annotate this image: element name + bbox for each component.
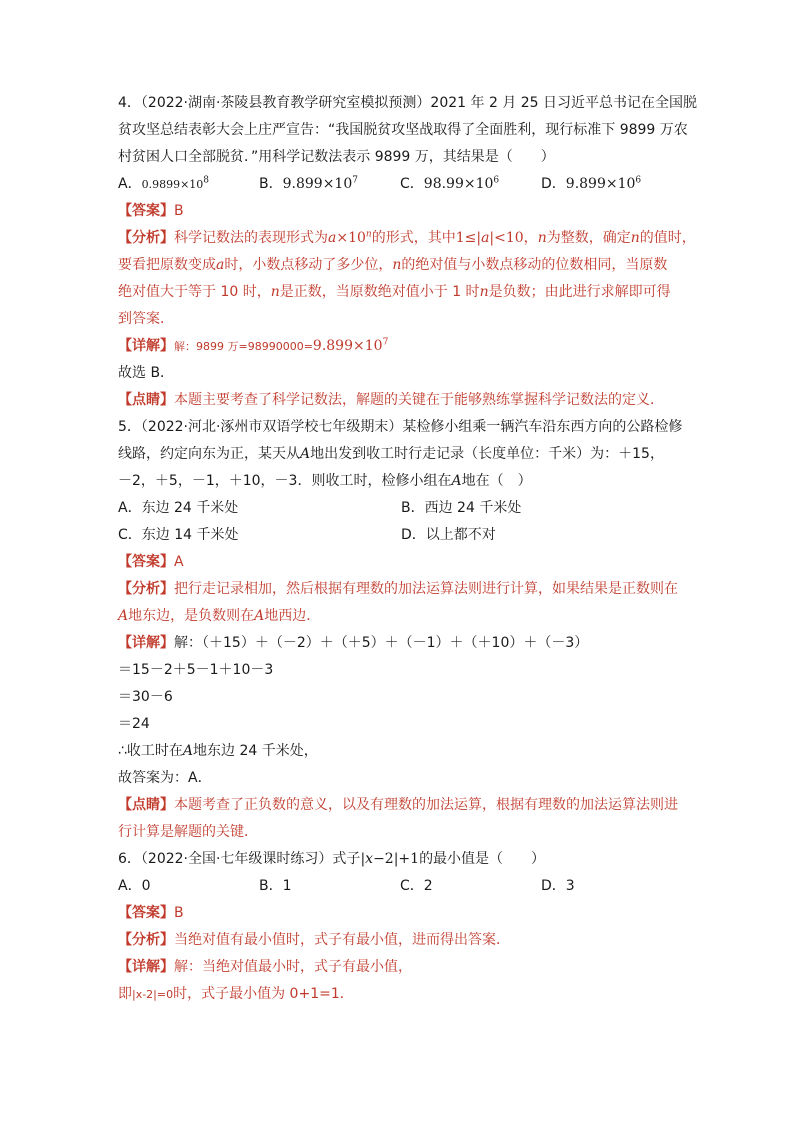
q5-comment-line-2: 行计算是解题的关键． <box>118 824 258 840</box>
q4-detail: 【详解】解：9899 万$=98990000=9.899\times 10^7$ <box>118 337 389 354</box>
q5-detail-line-2: ＝15－2＋5－1＋10－3 <box>118 662 274 678</box>
q4-analysis-line-1: 【分析】科学记数法的表现形式为$a\times 10^n$的形式，其中1≤|a|<10，n为整数，确定n的值时， <box>118 229 696 246</box>
q5-analysis-line-1: 【分析】把行走记录相加，然后根据有理数的加法运算法则进行计算，如果结果是正数则在 <box>118 581 678 597</box>
q5-stem-line-3: －2，＋5，－1，＋10，－3．则收工时，检修小组在A地在（ ） <box>118 473 532 489</box>
q4-option-b: B．$9.899\times 10^7$ <box>259 175 358 192</box>
q4-analysis-line-3: 绝对值大于等于 10 时，n是正数，当原数绝对值小于 1 时n是负数；由此进行求解即可得 <box>118 284 671 300</box>
q6-option-a: A．0 <box>118 878 151 894</box>
q4-comment: 【点睛】本题主要考查了科学记数法，解题的关键在于能够熟练掌握科学记数法的定义． <box>118 392 664 408</box>
q5-options-row-1 <box>118 495 684 522</box>
q4-options <box>118 171 684 198</box>
q5-stem-line-1: 5．（2022·河北·涿州市双语学校七年级期末）某检修小组乘一辆汽车沿东西方向的公路检修 <box>118 419 683 435</box>
q6-answer: 【答案】B <box>118 905 184 921</box>
q5-detail-line-3: ＝30－6 <box>118 689 173 705</box>
q5-analysis-line-2: A地东边，是负数则在A地西边． <box>118 608 321 624</box>
q5-option-a: A．东边 24 千米处 <box>118 500 239 516</box>
q5-detail-line-5: ∴收工时在A地东边 24 千米处， <box>118 743 318 759</box>
q4-stem-line-2: 贫攻坚总结表彰大会上庄严宣告：“我国脱贫攻坚战取得了全面胜利，现行标准下 9899 万农 <box>118 122 688 138</box>
q4-analysis-line-4: 到答案． <box>118 311 174 327</box>
q4-option-c: C．$98.99\times 10^6$ <box>400 175 500 192</box>
q5-conclusion: 故答案为：A． <box>118 770 212 786</box>
q5-detail-line-4: ＝24 <box>118 716 150 732</box>
q5-option-b: B．西边 24 千米处 <box>401 500 522 516</box>
q5-detail-line-1: 【详解】解：（＋15）＋（－2）＋（＋5）＋（－1）＋（＋10）＋（－3） <box>118 635 589 651</box>
q6-option-c: C．2 <box>400 878 433 894</box>
q6-option-b: B．1 <box>259 878 292 894</box>
document-content <box>118 90 698 1008</box>
q4-answer: 【答案】B <box>118 203 184 219</box>
q5-option-d: D．以上都不对 <box>401 527 496 543</box>
q5-option-c: C．东边 14 千米处 <box>118 527 239 543</box>
q6-detail-last: 即|x-2|=0时，式子最小值为 0+1=1． <box>118 986 354 1002</box>
q6-stem: 6．（2022·全国·七年级课时练习）式子|x−2|+1的最小值是（ ） <box>118 851 546 867</box>
q4-option-d: D．$9.899\times 10^6$ <box>541 175 642 192</box>
q4-stem-line-3: 村贫困人口全部脱贫．”用科学记数法表示 9899 万，其结果是（ ） <box>118 149 555 165</box>
q6-options <box>118 873 684 900</box>
q5-comment-line-1: 【点睛】本题考查了正负数的意义，以及有理数的加法运算，根据有理数的加法运算法则进 <box>118 797 678 813</box>
q6-option-d: D．3 <box>541 878 575 894</box>
q6-analysis: 【分析】当绝对值有最小值时，式子有最小值，进而得出答案． <box>118 932 510 948</box>
q4-analysis-line-2: 要看把原数变成a时，小数点移动了多少位，n的绝对值与小数点移动的位数相同，当原数 <box>118 257 668 273</box>
q5-options-row-2 <box>118 522 684 549</box>
q4-stem-line-1: 4．（2022·湖南·茶陵县教育教学研究室模拟预测）2021 年 2 月 25 日习近平总书记在全国脱 <box>118 95 698 111</box>
q6-detail: 【详解】解：当绝对值最小时，式子有最小值， <box>118 959 412 975</box>
q4-option-a: A．$0.9899\times 10^8$ <box>118 175 210 192</box>
q5-stem-line-2: 线路，约定向东为正，某天从A地出发到收工时行走记录（长度单位：千米）为：＋15， <box>118 446 664 462</box>
q4-conclusion: 故选 B． <box>118 365 175 381</box>
q5-answer: 【答案】A <box>118 554 184 570</box>
